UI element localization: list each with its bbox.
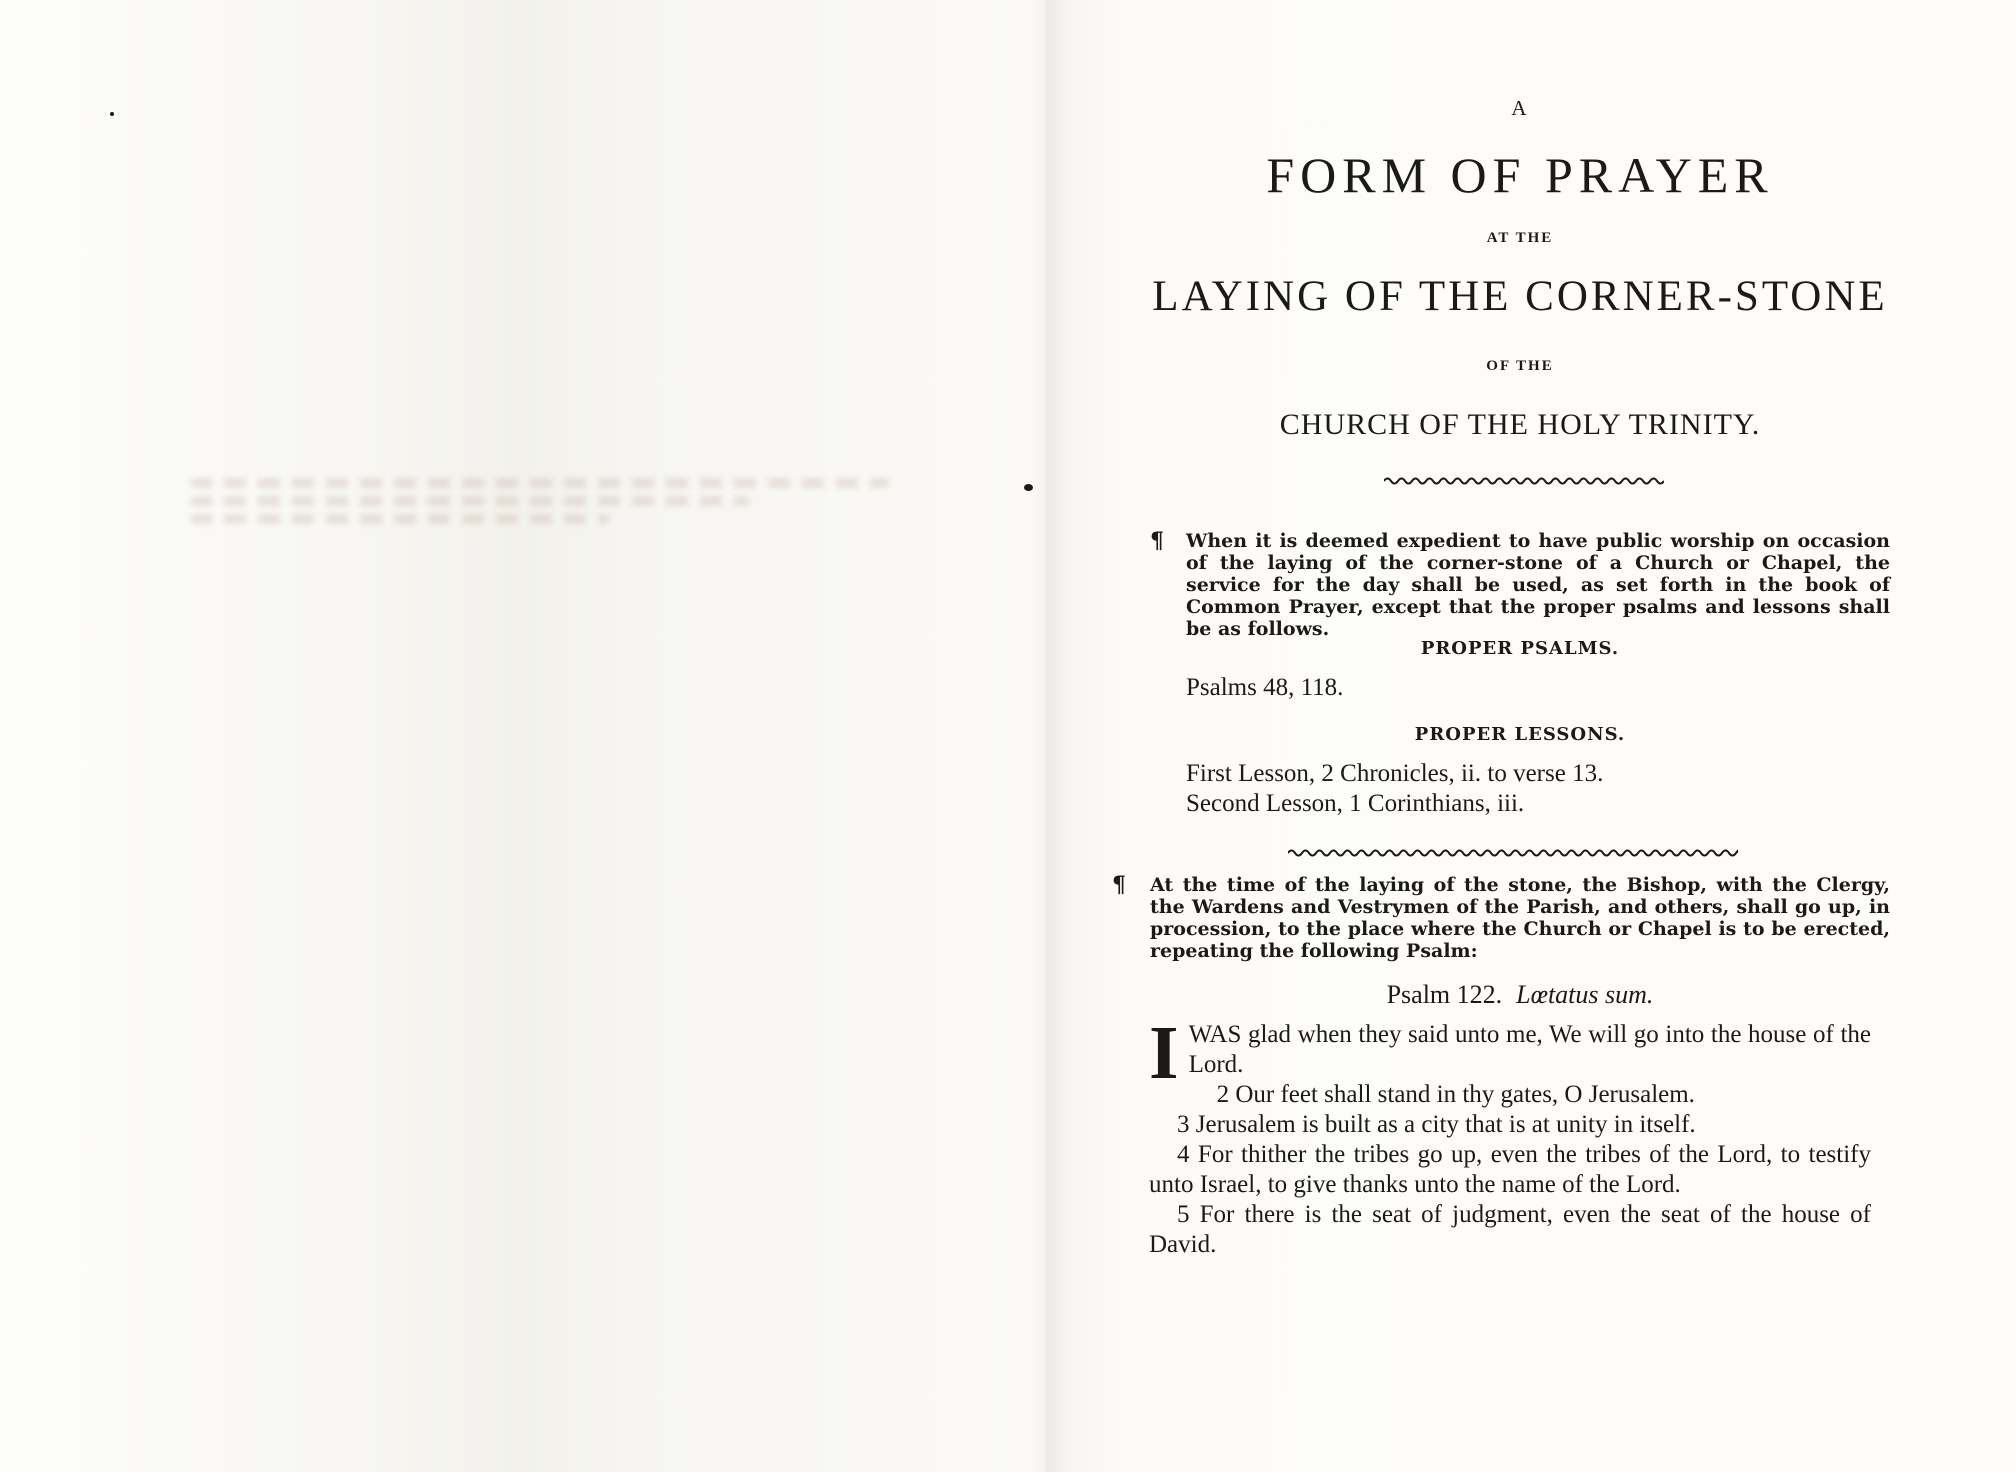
verse-4: 4 For thither the tribes go up, even the tribes of the Lord, to testify unto Israel, to give thanks unto the name of the Lord.: [1149, 1141, 1871, 1198]
title-connector-2: OF THE: [1486, 358, 1554, 374]
title-article: A: [1511, 96, 1529, 120]
verse-2: 2 Our feet shall stand in thy gates, O Jerusalem.: [1216, 1081, 1695, 1108]
psalm-verses: [1149, 1011, 1871, 1260]
proper-psalms-heading: PROPER PSALMS.: [1420, 638, 1620, 659]
rubric-instruction: [1150, 528, 1890, 640]
bleed-through-text: [190, 470, 890, 570]
rubric-text: When it is deemed expedient to have public worship on occasion of the laying of the corner-stone of a Church or Chapel, the service for the day shall be used, as set forth in the book of Common Prayer, except that the proper psalms and lessons shall be as follows.: [1186, 530, 1890, 640]
first-lesson: First Lesson, 2 Chronicles, ii. to verse 13.: [1186, 760, 1604, 787]
proper-psalms-text: Psalms 48, 118.: [1186, 674, 1344, 701]
second-lesson: Second Lesson, 1 Corinthians, iii.: [1186, 790, 1525, 817]
wavy-rule-2: [1288, 846, 1738, 860]
psalm-latin-title: Lœtatus sum.: [1516, 980, 1654, 1009]
verse-1: WAS glad when they said unto me, We will go into the house of the Lord.: [1188, 1021, 1871, 1078]
wavy-rule: [1384, 474, 1664, 488]
rubric-text: At the time of the laying of the stone, the Bishop, with the Clergy, the Wardens and Vestrymen of the Parish, and others, shall go up, in procession, to the place where the Church or Chapel is to be erected, repeating the following Psalm:: [1150, 874, 1890, 962]
drop-cap: I: [1149, 1011, 1179, 1095]
gutter-shadow: [1030, 0, 1070, 1472]
page-speck: [1024, 484, 1033, 491]
pilcrow-icon: ¶: [1150, 528, 1164, 554]
pilcrow-icon: ¶: [1112, 872, 1126, 898]
title-connector: AT THE: [1486, 230, 1554, 246]
verse-5: 5 For there is the seat of judgment, even the seat of the house of David.: [1149, 1201, 1871, 1258]
title-church: CHURCH OF THE HOLY TRINITY.: [1279, 408, 1761, 441]
page-title: FORM OF PRAYER: [1266, 147, 1774, 203]
rubric-procession: [1112, 872, 1890, 962]
proper-lessons-heading: PROPER LESSONS.: [1414, 724, 1626, 745]
psalm-number: Psalm 122.: [1386, 980, 1503, 1009]
page-speck: [110, 112, 114, 116]
title-occasion: LAYING OF THE CORNER-STONE: [1152, 273, 1888, 320]
psalm-title: [1150, 980, 1890, 1010]
verse-3: 3 Jerusalem is built as a city that is at unity in itself.: [1177, 1111, 1696, 1138]
